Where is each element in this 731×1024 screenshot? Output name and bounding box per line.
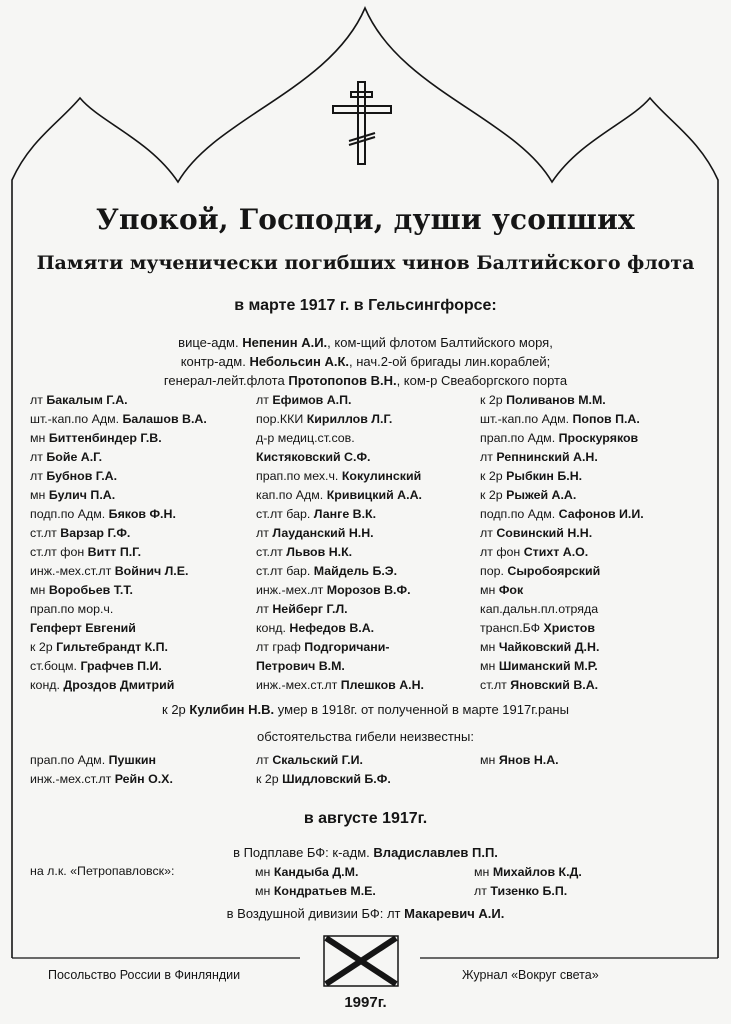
list-item: мн Кондратьев М.Е. [255,884,376,898]
person-name: Подгоричани- [304,640,390,654]
footer-year: 1997г. [344,994,387,1011]
person-name: Бубнов Г.А. [46,469,118,483]
list-item: лт Тизенко Б.П. [474,884,568,898]
person-name: Небольсин А.К. [249,354,350,369]
list-item: лт Скальский Г.И. [256,753,363,767]
person-name: Майдель Б.Э. [313,564,398,578]
person-name: Гильтебрандт К.П. [56,640,168,654]
person-name: Биттенбиндер Г.В. [48,431,162,445]
list-item: подп.по Адм. Сафонов И.И. [480,507,644,521]
list-item: лт Репнинский А.Н. [480,450,598,464]
list-item: лт Бойе А.Г. [30,450,103,464]
person-name: Нефедов В.А. [289,621,375,635]
person-name: Проскуряков [558,431,639,445]
person-name: Рыжей А.А. [506,488,577,502]
person-name: Кокулинский [341,469,422,483]
list-item: мн Булич П.А. [30,488,116,502]
list-item: ст.лт Яновский В.А. [480,678,599,692]
list-item [256,659,345,673]
list-item: ст.боцм. Графчев П.И. [30,659,162,673]
person-name: Яновский В.А. [510,678,599,692]
list-item: лт граф Подгоричани- [256,640,390,654]
person-name: Совинский Н.Н. [496,526,593,540]
air-division-line: в Воздушной дивизии БФ: лт Макаревич А.И. [226,906,505,921]
march-heading: в марте 1917 г. в Гельсингфорсе: [234,297,497,314]
lead-line-3: генерал-лейт.флота Протопопов В.Н., ком-р Свеаборгского порта [163,373,568,388]
list-item: прап.по мех.ч. Кокулинский [256,469,422,483]
person-name: Кривицкий А.А. [326,488,422,502]
footer-magazine: Журнал «Вокруг света» [462,968,599,982]
list-item: к 2р Рыжей А.А. [480,488,577,502]
person-name: Бяков Ф.Н. [108,507,176,521]
person-name: Протопопов В.Н. [288,373,397,388]
submarine-line: в Подплаве БФ: к-адм. Владиславлев П.П. [233,845,498,860]
list-item: кап.дальн.пл.отряда [480,602,599,616]
person-name: Кулибин Н.В. [189,702,275,717]
list-item: лт Бакалым Г.А. [30,393,128,407]
person-name: Кистяковский С.Ф. [256,450,371,464]
list-item: подп.по Адм. Бяков Ф.Н. [30,507,176,521]
person-name: Ефимов А.П. [272,393,352,407]
person-name: Макаревич А.И. [404,906,505,921]
list-item: пор. Сыробоярский [480,564,601,578]
person-name: Варзар Г.Ф. [60,526,131,540]
person-name: Дроздов Дмитрий [63,678,175,692]
list-item: мн Янов Н.А. [480,753,559,767]
list-item: инж.-мех.ст.лт Войнич Л.Е. [30,564,189,578]
person-name: Попов П.А. [572,412,640,426]
list-item: лт Совинский Н.Н. [480,526,593,540]
list-item: пор.ККИ Кириллов Л.Г. [256,412,393,426]
person-name: Поливанов М.М. [506,393,606,407]
page-title: Упокой, Господи, души усопших [96,203,635,236]
list-item: ст.лт бар. Ланге В.К. [256,507,377,521]
list-item: лт фон Стихт А.О. [480,545,589,559]
person-name: Войнич Л.Е. [114,564,189,578]
person-name: Плешков А.Н. [340,678,424,692]
person-name: Морозов В.Ф. [326,583,411,597]
person-name: Бойе А.Г. [46,450,103,464]
person-name: Нейберг Г.Л. [272,602,348,616]
august-heading: в августе 1917г. [303,810,428,827]
list-item: мн Воробьев Т.Т. [30,583,133,597]
lead-line-2: контр-адм. Небольсин А.К., нач.2-ой бригады лин.кораблей; [180,354,551,369]
list-item: к 2р Рыбкин Б.Н. [480,469,583,483]
list-item: д-р медиц.ст.сов. [256,431,355,445]
person-name: Владиславлев П.П. [373,845,498,860]
footer-embassy: Посольство России в Финляндии [48,968,241,982]
orthodox-cross-icon [327,79,397,169]
list-item: ст.лт Львов Н.К. [256,545,353,559]
list-item: шт.-кап.по Адм. Балашов В.А. [30,412,207,426]
person-name: Сафонов И.И. [558,507,644,521]
list-item: прап.по мор.ч. [30,602,114,616]
list-item: лт Ефимов А.П. [256,393,352,407]
list-item: кап.по Адм. Кривицкий А.А. [256,488,422,502]
person-name: Гепферт Евгений [30,621,136,635]
petropavlovsk-label: на л.к. «Петропавловск»: [30,864,175,878]
list-item: лт Лауданский Н.Н. [256,526,374,540]
person-name: Львов Н.К. [286,545,353,559]
person-name: Христов [543,621,595,635]
list-item: лт Нейберг Г.Л. [256,602,348,616]
list-item: мн Фок [480,583,524,597]
list-item: ст.лт Варзар Г.Ф. [30,526,131,540]
person-name: Шиманский М.Р. [498,659,598,673]
person-name: Непенин А.И. [242,335,328,350]
person-name: Воробьев Т.Т. [48,583,133,597]
list-item: мн Михайлов К.Д. [474,865,582,879]
list-item: трансп.БФ Христов [480,621,595,635]
person-name: Лауданский Н.Н. [272,526,374,540]
list-item: ст.лт фон Витт П.Г. [30,545,142,559]
kulibin-line: к 2р Кулибин Н.В. умер в 1918г. от полученной в марте 1917г.раны [162,702,569,717]
person-name: Балашов В.А. [122,412,207,426]
person-name: Булич П.А. [48,488,116,502]
person-name: Витт П.Г. [87,545,142,559]
list-item: мн Биттенбиндер Г.В. [30,431,162,445]
person-name: Бакалым Г.А. [46,393,128,407]
lead-line-1: вице-адм. Непенин А.И., ком-щий флотом Балтийского моря, [178,335,553,350]
list-item [256,450,370,464]
person-name: Сыробоярский [507,564,601,578]
list-item: мн Шиманский М.Р. [480,659,598,673]
list-item: конд. Дроздов Дмитрий [30,678,175,692]
list-item: к 2р Шидловский Б.Ф. [256,772,391,786]
list-item [30,621,136,635]
list-item: шт.-кап.по Адм. Попов П.А. [480,412,640,426]
list-item: инж.-мех.ст.лт Плешков А.Н. [256,678,424,692]
page-subtitle: Памяти мученически погибших чинов Балтийского флота [36,252,695,274]
list-item: мн Кандыба Д.М. [255,865,359,879]
person-name: Чайковский Д.Н. [498,640,600,654]
st-andrew-flag-icon [323,935,399,987]
person-name: Петрович В.М. [256,659,345,673]
list-item: инж.-мех.лт Морозов В.Ф. [256,583,411,597]
list-item: прап.по Адм. Пушкин [30,753,157,767]
list-item: конд. Нефедов В.А. [256,621,375,635]
person-name: Кириллов Л.Г. [306,412,393,426]
list-item: ст.лт бар. Майдель Б.Э. [256,564,398,578]
person-name: Ланге В.К. [313,507,377,521]
list-item: лт Бубнов Г.А. [30,469,118,483]
list-item: к 2р Гильтебрандт К.П. [30,640,168,654]
person-name: Стихт А.О. [523,545,589,559]
person-name: Фок [498,583,524,597]
person-name: Графчев П.И. [80,659,162,673]
list-item: мн Чайковский Д.Н. [480,640,600,654]
list-item: к 2р Поливанов М.М. [480,393,606,407]
person-name: Рыбкин Б.Н. [506,469,583,483]
list-item: инж.-мех.ст.лт Рейн О.Х. [30,772,173,786]
list-item: прап.по Адм. Проскуряков [480,431,639,445]
unknown-heading: обстоятельства гибели неизвестны: [257,729,474,744]
person-name: Репнинский А.Н. [496,450,598,464]
